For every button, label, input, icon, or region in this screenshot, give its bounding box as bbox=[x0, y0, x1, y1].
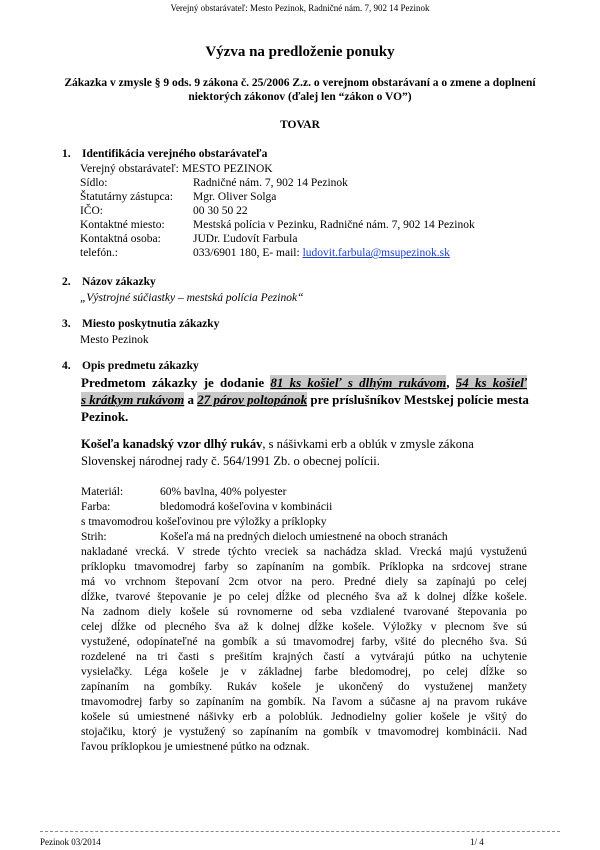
cut-line: zapínaním na gombíky. Rukáv košele je ukončený do vystuženej manžety bbox=[81, 681, 527, 693]
cut-line: vysielačky. Léga košele je v základnej farbe bledomodrej, po celej dĺžke so bbox=[81, 666, 527, 678]
section-2-heading bbox=[62, 276, 156, 288]
phone-value: 033/6901 180, E- mail: bbox=[193, 247, 303, 259]
contact-place-label: Kontaktné miesto: bbox=[80, 219, 165, 231]
document-subtitle: Zákazka v zmysle § 9 ods. 9 zákona č. 25/2006 Z.z. o verejnom obstarávaní a o zmene a doplnení niektorých zákonov (ďalej len “zákon o VO”) bbox=[64, 77, 536, 103]
subject-lead: Predmetom zákazky je dodanie bbox=[81, 375, 271, 390]
footer-divider bbox=[40, 831, 560, 832]
material-value: 60% bavlna, 40% polyester bbox=[160, 486, 287, 498]
seat-label: Sídlo: bbox=[80, 177, 108, 189]
identification-block bbox=[0, 162, 600, 262]
cut-line: príklopku tmavomodrej farby so zapínaním na gombík. Príklopka na srdcovej strane bbox=[81, 561, 527, 573]
footer-page-number: 1/ 4 bbox=[470, 837, 484, 847]
section-2-title: Názov zákazky bbox=[82, 276, 156, 288]
ico-value: 00 30 50 22 bbox=[193, 205, 248, 217]
cut-line: Na zadnom diely košele sú rovnomerne od seba vzdialené tvarované štepovania po bbox=[81, 606, 527, 618]
contact-place-value: Mestská polícia v Pezinku, Radničné nám. 7, 902 14 Pezinok bbox=[193, 219, 475, 231]
cut-line: dĺžke, tvarové štepovanie je po celej dĺžke od plecného šva až k dolnej dĺžke košele. bbox=[81, 591, 527, 603]
phone-label: telefón.: bbox=[80, 247, 118, 259]
shirt-title: Košeľa kanadský vzor dlhý rukáv bbox=[81, 437, 263, 451]
cut-line-0: Košeľa má na predných dieloch umiestnené na oboch stranách bbox=[160, 531, 448, 543]
section-1-number: 1. bbox=[62, 148, 71, 160]
item-shoes: 27 párov poltopánok bbox=[197, 392, 308, 407]
cut-line: vystužené, odopínateľné na gombík a sú tmavomodrej farby, všité do plecného šva. Sú bbox=[81, 636, 527, 648]
ico-label: IČO: bbox=[80, 205, 103, 217]
cut-label: Strih: bbox=[81, 531, 107, 543]
cut-line: má vo vrchnom štepovaní 2cm otvor na pero. Predné diely sa zapínajú po celej bbox=[81, 576, 527, 588]
section-1-heading bbox=[62, 148, 267, 160]
section-2-number: 2. bbox=[62, 276, 71, 288]
cut-description bbox=[81, 545, 527, 755]
section-4-title: Opis predmetu zákazky bbox=[82, 360, 199, 372]
contact-person-value: JUDr. Ľudovít Farbula bbox=[193, 233, 298, 245]
cut-line: celej dĺžke od plecného šva až k dolnej dĺžke košele. Výložky v plecnom šve sú bbox=[81, 621, 527, 633]
specs-block bbox=[0, 485, 600, 545]
cut-line: stojačiku, ktorý je vystužený so zapínaním na gombík v tmavomodrej kombinácii. Nad bbox=[81, 726, 527, 738]
shirt-intro: Košeľa kanadský vzor dlhý rukáv, s nášivkami erb a oblúk v zmysle zákona Slovenskej národnej rady č. 564/1991 Zb. o obecnej polícii. bbox=[81, 437, 474, 468]
statutory-label: Štatutárny zástupca: bbox=[80, 191, 173, 203]
footer-date: Pezinok 03/2014 bbox=[40, 837, 101, 847]
material-label: Materiál: bbox=[81, 486, 124, 498]
section-4-heading bbox=[62, 360, 199, 372]
item-long-sleeve-shirts: 81 ks košieľ s dlhým rukávom bbox=[270, 375, 447, 390]
cut-line: tmavomodrej farby so zapínaním na gombík. Na ľavom a súčasne aj na pravom rukáve bbox=[81, 696, 527, 708]
cut-line: rozdelené na tri časti s prešitím krajných častí a vytvárajú pútko na uchytenie bbox=[81, 651, 527, 663]
section-3-title: Miesto poskytnutia zákazky bbox=[82, 318, 220, 330]
section-3-number: 3. bbox=[62, 318, 71, 330]
section-4-number: 4. bbox=[62, 360, 71, 372]
color-value-continued: s tmavomodrou košeľovinou pre výložky a príklopky bbox=[81, 516, 327, 528]
subject-paragraph: Predmetom zákazky je dodanie 81 ks košieľ s dlhým rukávom, 54 ks košieľ s krátkym rukávom a 27 párov poltopánok pre príslušníkov Mestskej polície mesta Pezinok. bbox=[81, 375, 529, 424]
color-label: Farba: bbox=[81, 501, 111, 513]
section-1-title: Identifikácia verejného obstarávateľa bbox=[82, 148, 268, 160]
seat-value: Radničné nám. 7, 902 14 Pezinok bbox=[193, 177, 348, 189]
category-label: TOVAR bbox=[280, 119, 320, 131]
page-header: Verejný obstarávateľ: Mesto Pezinok, Radničné nám. 7, 902 14 Pezinok bbox=[170, 3, 430, 13]
cut-line: ľavou príklopkou je umiestnené pútko na odznak. bbox=[81, 741, 310, 753]
item-short-sleeve-shirts-a: 54 ks košieľ bbox=[455, 375, 528, 390]
section-3-heading bbox=[62, 318, 219, 330]
color-value: bledomodrá košeľovina v kombinácii bbox=[160, 501, 333, 513]
cut-line: nakladané vrecká. V strede týchto vreciek sa nachádza sklad. Vrecká majú vystuženú bbox=[81, 546, 527, 558]
contact-person-label: Kontaktná osoba: bbox=[80, 233, 161, 245]
place-of-delivery: Mesto Pezinok bbox=[80, 334, 149, 346]
contracting-authority-line: Verejný obstarávateľ: MESTO PEZINOK bbox=[80, 163, 273, 175]
item-short-sleeve-shirts-b: s krátkym rukávom bbox=[81, 392, 185, 407]
statutory-value: Mgr. Oliver Solga bbox=[193, 191, 277, 203]
email-link[interactable]: ludovit.farbula@msupezinok.sk bbox=[302, 247, 450, 259]
cut-line: košele sú umiestnené nášivky erb a poloblúk. Jednodielny golier košele je všitý do bbox=[81, 711, 527, 723]
document-title: Výzva na predloženie ponuky bbox=[205, 44, 395, 60]
contract-name: „Výstrojné súčiastky – mestská polícia Pezinok“ bbox=[80, 292, 304, 304]
